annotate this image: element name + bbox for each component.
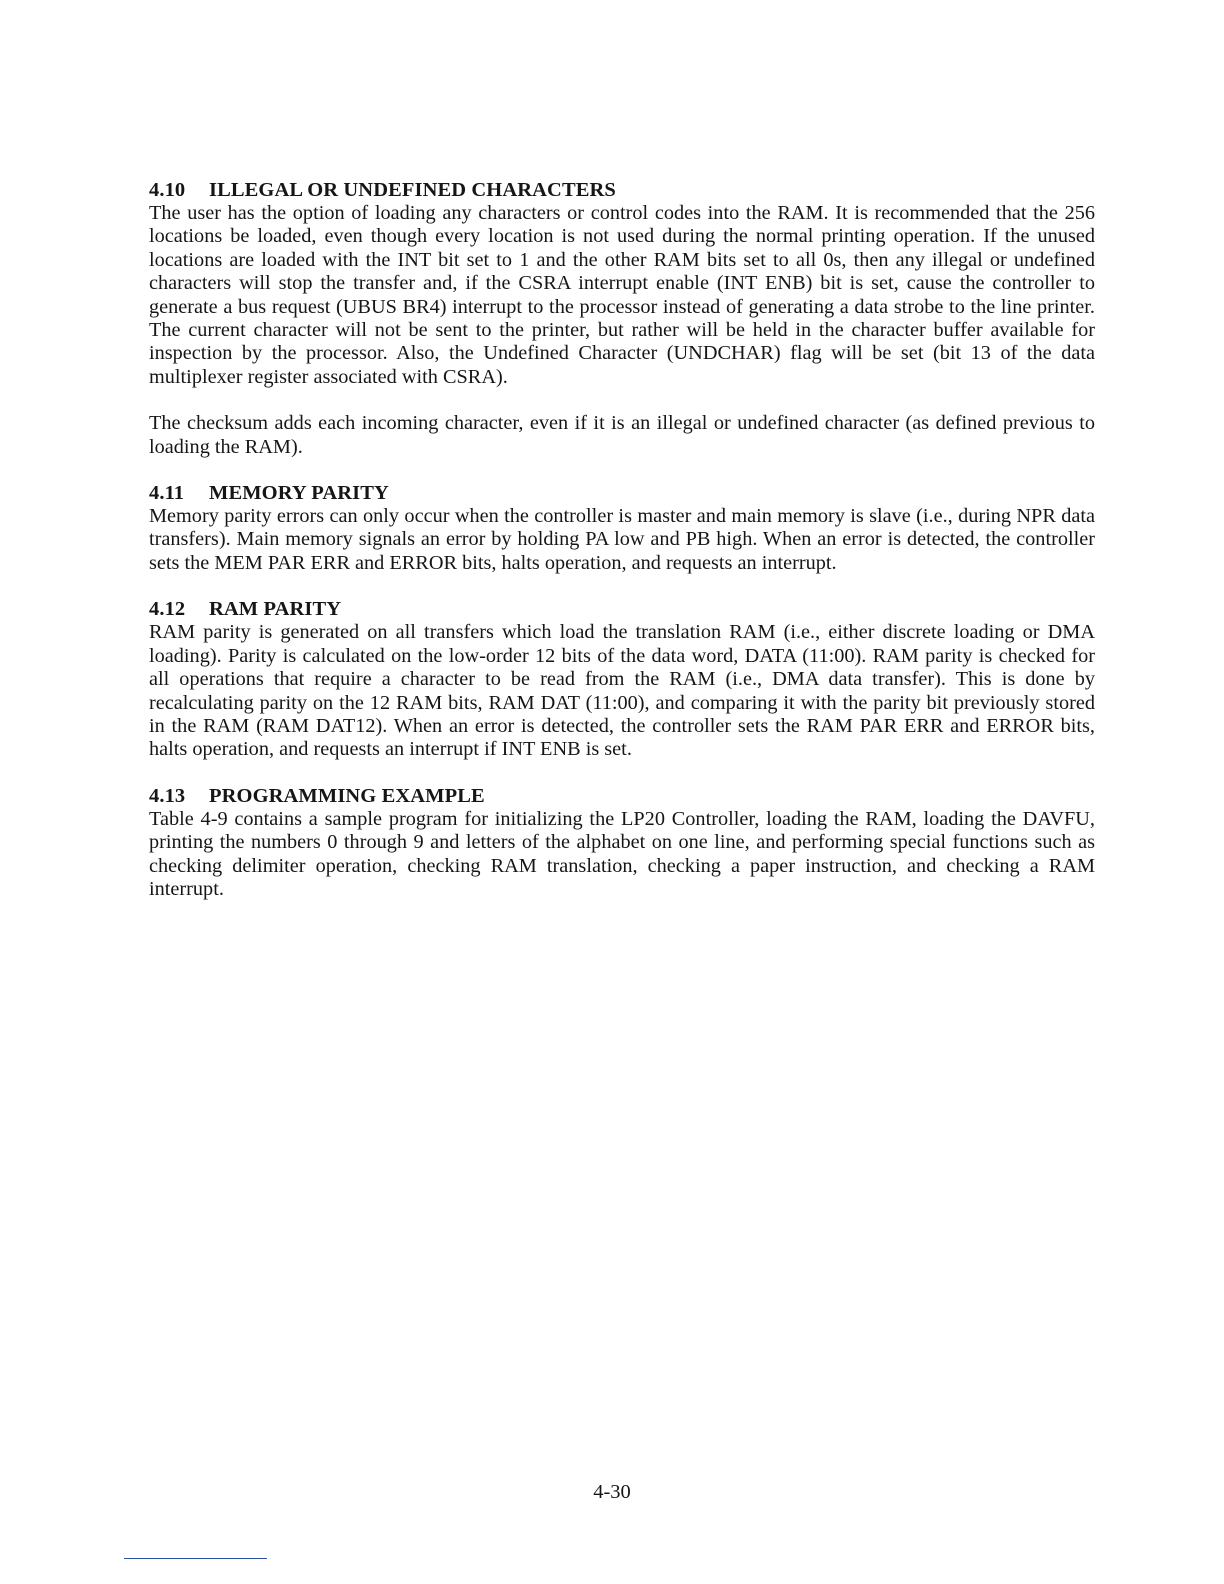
paragraph: The user has the option of loading any characters or control codes into the RAM. It is recommended that the 256 locations be loaded, even though every location is not used during the normal printing operation. If the unused locations are loaded with the INT bit set to 1 and the other RAM bits set to all 0s, then any illegal or undefined characters will stop the transfer and, if the CSRA interrupt enable (INT ENB) bit is set, cause the controller to generate a bus request (UBUS BR4) interrupt to the processor instead of generating a data strobe to the line printer. The current character will not be sent to the printer, but rather will be held in the character buffer available for inspection by the processor. Also, the Undefined Character (UNDCHAR) flag will be set (bit 13 of the data multiplexer register associated with CSRA). (149, 202, 1095, 388)
section-number: 4.10 (149, 179, 186, 201)
section-title: RAM PARITY (209, 598, 342, 621)
section-title: PROGRAMMING EXAMPLE (209, 784, 485, 807)
section-number: 4.13 (149, 784, 186, 807)
paragraph: RAM parity is generated on all transfers which load the translation RAM (i.e., either discrete loading or DMA loading). Parity is calculated on the low-order 12 bits of the data word, DATA (11:00). RAM parity is checked for all operations that require a character to be read from the RAM (i.e., DMA data transfer). This is done by recalculating parity on the 12 RAM bits, RAM DAT (11:00), and comparing it with the parity bit previously stored in the RAM (RAM DAT12). When an error is detected, the controller sets the RAM PAR ERR and ERROR bits, halts operation, and requests an interrupt if INT ENB is set. (149, 621, 1095, 761)
paragraph: The checksum adds each incoming character, even if it is an illegal or undefined character (as defined previous to loading the RAM). (149, 412, 1095, 458)
section-number: 4.12 (149, 598, 186, 621)
section-4-12 (149, 597, 1095, 761)
section-4-10 (149, 178, 1095, 459)
section-heading (149, 481, 1095, 505)
section-4-11 (149, 481, 1095, 575)
section-heading (149, 178, 1095, 202)
section-title: ILLEGAL OR UNDEFINED CHARACTERS (209, 179, 616, 201)
paragraph: Table 4-9 contains a sample program for initializing the LP20 Controller, loading the RAM, loading the DAVFU, printing the numbers 0 through 9 and letters of the alphabet on one line, and performing special functions such as checking delimiter operation, checking RAM translation, checking a paper instruction, and checking a RAM interrupt. (149, 807, 1095, 900)
paragraph: Memory parity errors can only occur when the controller is master and main memory is slave (i.e., during NPR data transfers). Main memory signals an error by holding PA low and PB high. When an error is detected, the controller sets the MEM PAR ERR and ERROR bits, halts operation, and requests an interrupt. (149, 505, 1095, 574)
section-number: 4.11 (149, 482, 185, 505)
section-heading (149, 597, 1095, 621)
page-number: 4-30 (593, 1481, 631, 1503)
section-4-13 (149, 784, 1095, 902)
section-title: MEMORY PARITY (209, 482, 389, 505)
document-page (149, 178, 1095, 923)
footer-rule (124, 1558, 267, 1559)
section-heading (149, 784, 1095, 808)
